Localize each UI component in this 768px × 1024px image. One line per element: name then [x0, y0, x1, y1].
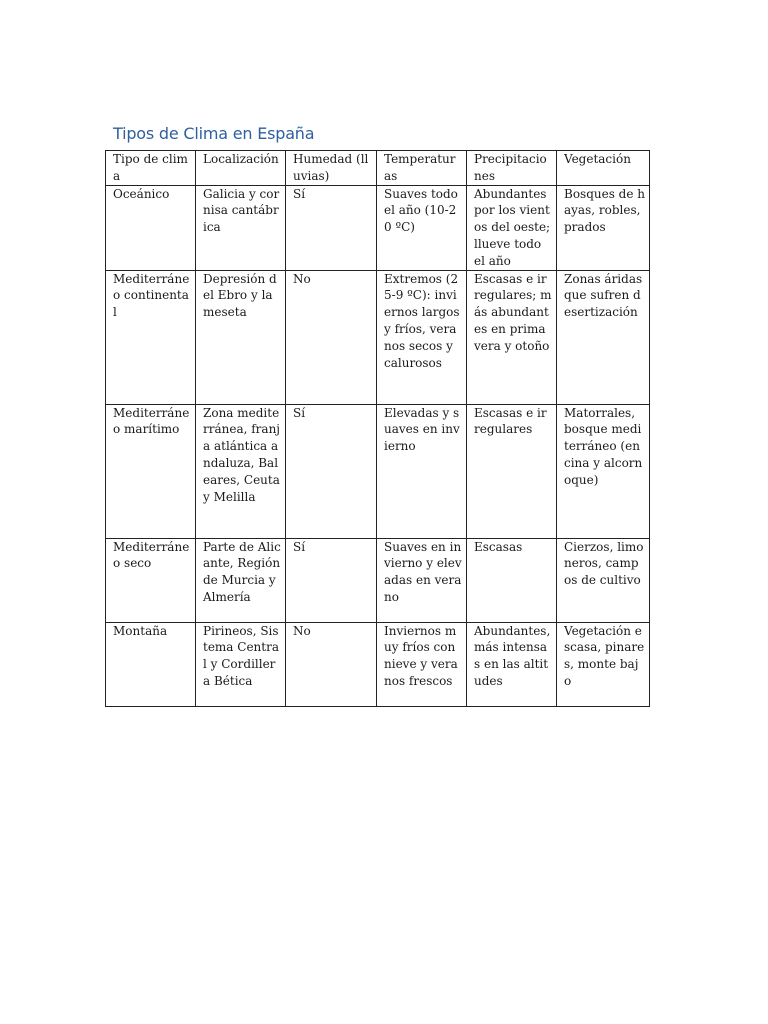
table-cell: Mediterráneo marítimo [106, 404, 196, 538]
table-cell: Montaña [106, 622, 196, 706]
table-header-row [106, 151, 650, 186]
table-cell: Extremos (25-9 ºC): inviernos largos y fríos, veranos secos y calurosos [377, 270, 467, 404]
table-row [106, 185, 650, 270]
table-cell: Abundantes por los vientos del oeste; llueve todo el año [467, 185, 557, 270]
table-cell: Parte de Alicante, Región de Murcia y Almería [196, 538, 286, 622]
table-row [106, 270, 650, 404]
table-cell: Sí [286, 185, 377, 270]
header-cell-localizacion: Localización [196, 151, 286, 186]
header-cell-precipitaciones: Precipitaciones [467, 151, 557, 186]
table-cell: Elevadas y suaves en invierno [377, 404, 467, 538]
table-row [106, 404, 650, 538]
table-cell: Pirineos, Sistema Central y Cordillera Bética [196, 622, 286, 706]
table-cell: Sí [286, 404, 377, 538]
header-cell-tipo: Tipo de clima [106, 151, 196, 186]
header-cell-humedad: Humedad (lluvias) [286, 151, 377, 186]
climate-table [105, 150, 650, 707]
table-cell: Inviernos muy fríos con nieve y veranos frescos [377, 622, 467, 706]
table-cell: No [286, 622, 377, 706]
table-cell: Escasas e irregulares; más abundantes en primavera y otoño [467, 270, 557, 404]
table-cell: Vegetación escasa, pinares, monte bajo [557, 622, 650, 706]
document-title: Tipos de Clima en España [113, 124, 315, 143]
header-cell-vegetacion: Vegetación [557, 151, 650, 186]
table-cell: Bosques de hayas, robles, prados [557, 185, 650, 270]
table-cell: Mediterráneo seco [106, 538, 196, 622]
table-cell: Galicia y cornisa cantábrica [196, 185, 286, 270]
table-cell: Oceánico [106, 185, 196, 270]
table-cell: Mediterráneo continental [106, 270, 196, 404]
table-row [106, 622, 650, 706]
table-cell: Suaves todo el año (10-20 ºC) [377, 185, 467, 270]
table-cell: Zonas áridas que sufren desertización [557, 270, 650, 404]
table-cell: Escasas e irregulares [467, 404, 557, 538]
table-cell: Suaves en invierno y elevadas en verano [377, 538, 467, 622]
table-cell: Sí [286, 538, 377, 622]
table-cell: Abundantes, más intensas en las altitudes [467, 622, 557, 706]
table-cell: Escasas [467, 538, 557, 622]
table-cell: Matorrales, bosque mediterráneo (encina y alcornoque) [557, 404, 650, 538]
header-cell-temperaturas: Temperaturas [377, 151, 467, 186]
table-row [106, 538, 650, 622]
table-cell: Depresión del Ebro y la meseta [196, 270, 286, 404]
table-cell: Zona mediterránea, franja atlántica andaluza, Baleares, Ceuta y Melilla [196, 404, 286, 538]
table-cell: No [286, 270, 377, 404]
table-cell: Cierzos, limoneros, campos de cultivo [557, 538, 650, 622]
